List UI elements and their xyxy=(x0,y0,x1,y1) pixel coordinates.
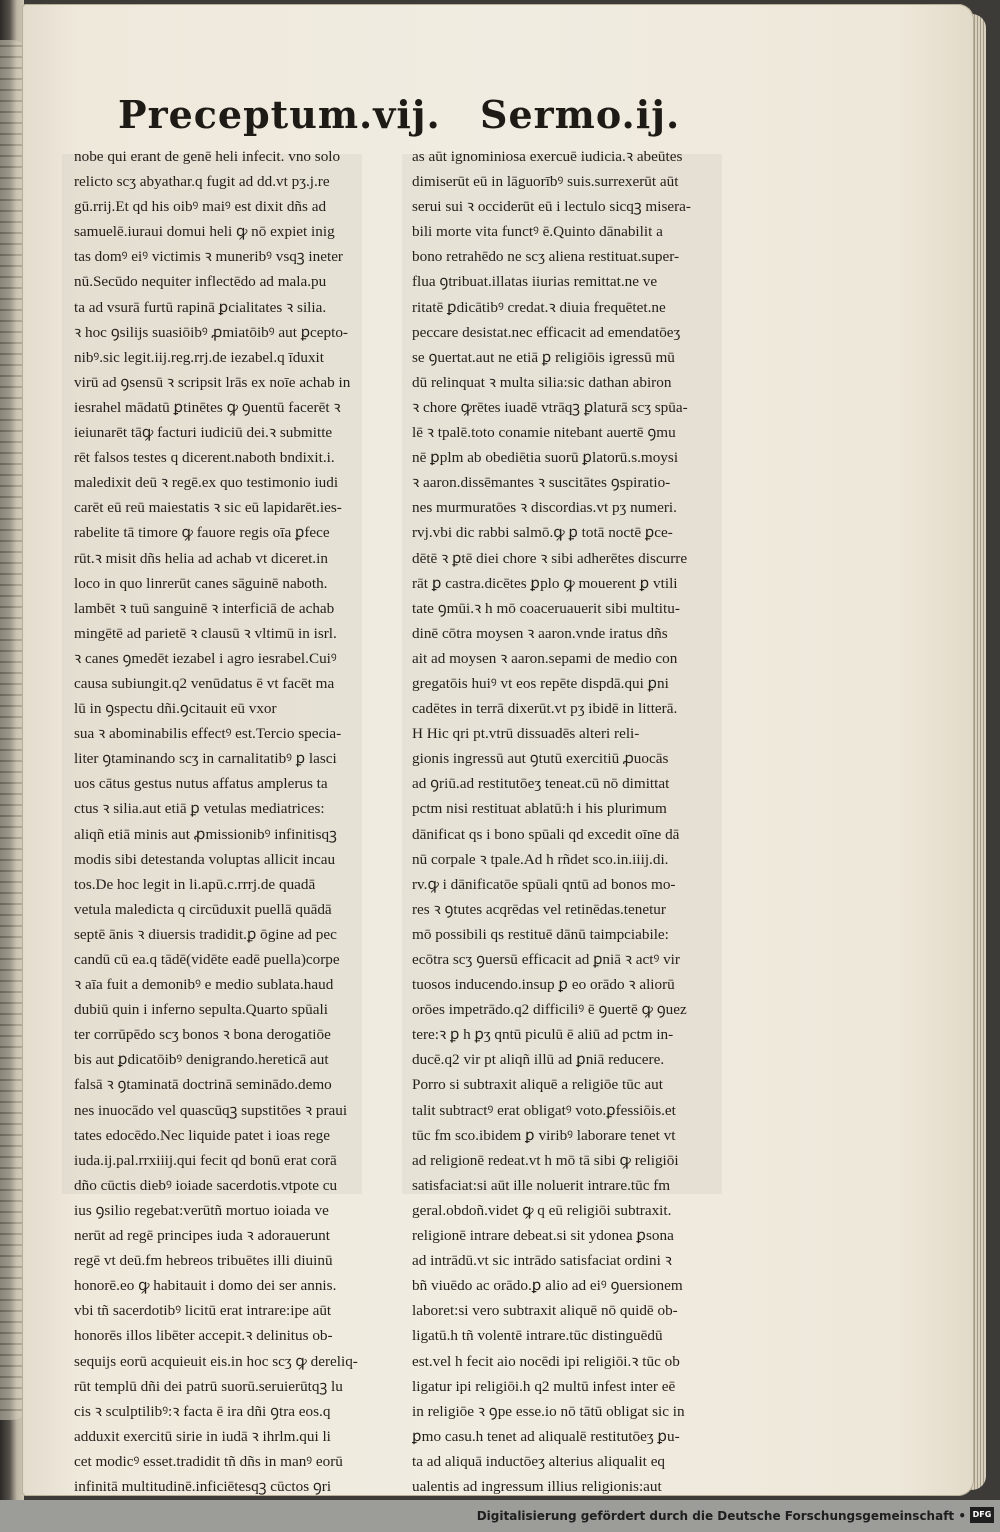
text-line: laboret:si vero subtraxit aliquē nō quidē ob- xyxy=(412,1302,678,1320)
text-line: ad ꝯriū.ad restitutōeʒ teneat.cū nō dimittat xyxy=(412,775,670,793)
text-line: tates edocēdo.Nec liquide patet i ioas rege xyxy=(74,1126,330,1144)
text-line: ualentis ad ingressum illius religionis:aut xyxy=(412,1477,662,1495)
text-line: septē ānis ꝛ diuersis tradidit.ꝑ ōgine ad pec xyxy=(74,925,337,943)
text-line: dānificat qs i bono spūali qd excedit oīne dā xyxy=(412,825,680,843)
text-line: ait ad moysen ꝛ aaron.sepami de medio con xyxy=(412,649,678,667)
text-line: bono retrahēdo ne scʒ aliena restituat.super- xyxy=(412,248,680,266)
text-line: iuda.ij.pal.rrxiiij.qui fecit qd bonū erat corā xyxy=(74,1151,337,1169)
text-line: ta ad vsurā furtū rapinā ꝑcialitates ꝛ silia. xyxy=(74,298,327,316)
text-line: cis ꝛ sculptilibꝰ:ꝛ facta ē ira dñi ꝯtra eos.q xyxy=(74,1402,331,1420)
text-line: rvj.vbi dic rabbi salmō.ꝙ ꝑ totā noctē ꝑce- xyxy=(412,524,673,542)
text-line: ligatur ipi religiōi.h q2 multū infest inter eē xyxy=(412,1377,676,1395)
text-line: gionis ingressū aut ꝯtutū exercitiū ꝓuocās xyxy=(412,750,669,768)
text-line: dū relinquat ꝛ multa silia:sic dathan abiron xyxy=(412,373,672,391)
text-line: se ꝯuertat.aut ne etiā ꝑ religiōis igressū mū xyxy=(412,348,675,366)
text-line: dño cūctis diebꝰ ioiade sacerdotis.vtpote cu xyxy=(74,1176,338,1194)
text-line: est.vel h fecit aio nocēdi ipi religiōi.ꝛ tūc ob xyxy=(412,1352,680,1370)
text-line: bis aut ꝑdicatōibꝰ denigrando.hereticā aut xyxy=(74,1051,329,1069)
text-column-right xyxy=(412,144,724,1500)
text-line: talit subtractꝰ erat obligatꝰ voto.ꝑfessiōis.et xyxy=(412,1101,676,1119)
text-line: rabelite tā timore ꝙ fauore regis oīa ꝑfece xyxy=(74,524,330,542)
text-line: adduxit exercitū sirie in iudā ꝛ ihrlm.qui li xyxy=(74,1427,331,1445)
text-line: rāt ꝑ castra.dicētes ꝑplo ꝙ mouerent ꝑ vtili xyxy=(412,574,678,592)
text-line: rūt.ꝛ misit dñs helia ad achab vt diceret.in xyxy=(74,549,328,567)
text-line: nū.Secūdo nequiter inflectēdo ad mala.pu xyxy=(74,273,327,291)
text-line: tere:ꝛ ꝑ h ꝑʒ qntū piculū ē aliū ad pctm in- xyxy=(412,1026,674,1044)
text-line: mingētē ad parietē ꝛ clausū ꝛ vltimū in isrl. xyxy=(74,624,337,642)
text-line: cet modicꝰ esset.tradidit tñ dñs in manꝰ eorū xyxy=(74,1452,343,1470)
text-line: pctm nisi restituat ablatū:h i his plurimum xyxy=(412,800,667,818)
text-line: dimiserūt eū in lāguorībꝰ suis.surrexerūt aūt xyxy=(412,173,679,191)
text-line: maledixit deū ꝛ regē.ex quo testimonio iudi xyxy=(74,474,339,492)
text-line: ꝛ hoc ꝯsilijs suasiōibꝰ ꝓmiatōibꝰ aut ꝑcepto- xyxy=(74,323,348,341)
text-line: nū corpale ꝛ tpale.Ad h rñdet sco.in.iiij.di. xyxy=(412,850,669,868)
text-line: uos cātus gestus nutus affatus amplerus ta xyxy=(74,775,328,793)
text-line: nibꝰ.sic legit.iij.reg.rrj.de iezabel.q īduxit xyxy=(74,348,324,366)
footer-bar xyxy=(0,1500,1000,1532)
text-line: dētē ꝛ ꝑtē diei chore ꝛ sibi adherētes discurre xyxy=(412,549,688,567)
text-line: ꝛ canes ꝯmedēt iezabel i agro iesrabel.Cuiꝰ xyxy=(74,649,337,667)
text-line: ligatū.h tñ volentē intrare.tūc distinguēdū xyxy=(412,1327,663,1345)
text-line: ꝛ aīa fuit a demonibꝰ e medio sublata.haud xyxy=(74,976,334,994)
text-line: rūt templū dñi dei patrū suorū.seruierūtqꝫ lu xyxy=(74,1377,343,1395)
text-line: tos.De hoc legit in li.apū.c.rrrj.de quadā xyxy=(74,875,316,893)
text-line: cadētes in terrā dixerūt.vt pʒ ibidē in litterā. xyxy=(412,700,678,718)
text-line: flua ꝯtribuat.illatas iiurias remittat.ne ve xyxy=(412,273,658,291)
text-line: rv.ꝙ i dānificatōe spūali qntū ad bonos mo- xyxy=(412,875,676,893)
text-line: aliqñ etiā minis aut ꝓmissionibꝰ infinitisqꝫ xyxy=(74,825,337,843)
text-line: peccare desistat.nec efficacit ad emendatōeʒ xyxy=(412,323,681,341)
text-line: ducē.q2 vir pt aliqñ illū ad ꝑniā reducere. xyxy=(412,1051,665,1069)
text-line: ecōtra scʒ ꝯuersū efficacit ad ꝑniā ꝛ actꝰ vir xyxy=(412,951,680,968)
text-line: honorē.eo ꝙ habitauit i domo dei ser annis. xyxy=(74,1277,337,1295)
text-line: liter ꝯtaminando scʒ in carnalitatibꝰ ꝑ lasci xyxy=(74,750,337,768)
text-line: rēt falsos testes q dicerent.naboth bndixit.i. xyxy=(74,449,335,467)
text-line: relicto scʒ abyathar.q fugit ad dd.vt pʒ.j.re xyxy=(74,173,330,191)
text-line: nobe qui erant de genē heli infecit. vno solo xyxy=(74,148,341,165)
dfg-logo: DFG xyxy=(970,1507,994,1523)
text-line: as aūt ignominiosa exercuē iudicia.ꝛ abeūtes xyxy=(412,148,683,165)
text-line: res ꝛ ꝯtutes acqrēdas vel retinēdas.tenetur xyxy=(412,900,666,918)
text-line: ta ad aliquā inductōeʒ alterius aliqualit eq xyxy=(412,1452,666,1470)
text-line: loco in quo linrerūt canes sāguinē naboth. xyxy=(74,574,328,592)
text-line: satisfaciat:si aūt ille noluerit intrare.tūc fm xyxy=(412,1176,671,1194)
text-line: mō possibili qs restituē dānū taimpciabile: xyxy=(412,925,669,943)
text-line: vetula maledicta q circūduxit puellā quādā xyxy=(74,900,332,918)
text-line: gū.rrij.Et qd his oibꝰ maiꝰ est dixit dñs ad xyxy=(74,198,327,216)
text-line: candū cū ea.q tādē(vidēte eadē puella)corpe xyxy=(74,951,340,968)
text-line: lū in ꝯspectu dñi.ꝯcitauit eū vxor xyxy=(74,700,277,718)
text-line: religionē intrare debeat.si sit ydonea ꝑsona xyxy=(412,1227,674,1245)
text-line: ꝛ aaron.dissēmantes ꝛ suscitātes ꝯspiratio- xyxy=(412,474,671,492)
text-line: iesrahel mādatū ꝑtinētes ꝙ ꝯuentū facerēt ꝛ xyxy=(74,398,341,416)
text-line: lē ꝛ tpalē.toto conamie nitebant auertē ꝯmu xyxy=(412,424,676,442)
text-line: orōes impetrādo.q2 difficiliꝰ ē ꝯuertē ꝙ ꝯuez xyxy=(412,1001,687,1019)
text-line: bñ viuēdo ac orādo.ꝑ alio ad eiꝰ ꝯuersionem xyxy=(412,1277,683,1295)
text-line: ad intrādū.vt sic intrādo satisfaciat ordini ꝛ xyxy=(412,1252,672,1270)
text-line: virū ad ꝯsensū ꝛ scripsit lrās ex noīe achab in xyxy=(74,373,351,391)
text-line: lambēt ꝛ tuū sanguinē ꝛ interficiā de achab xyxy=(74,599,335,617)
text-line: dubiū quin i inferno sepulta.Quarto spūali xyxy=(74,1001,328,1019)
text-line: honorēs illos libēter accepit.ꝛ delinitus ob- xyxy=(74,1327,333,1345)
funding-credit: Digitalisierung gefördert durch die Deutsche Forschungsgemeinschaft • xyxy=(476,1509,966,1523)
text-line: serui sui ꝛ occiderūt eū i lectulo sicqꝫ misera- xyxy=(412,198,691,216)
text-line: ritatē ꝑdicātibꝰ credat.ꝛ diuia frequētet.ne xyxy=(412,298,666,316)
text-line: ad religionē redeat.vt h mō tā sibi ꝙ religiōi xyxy=(412,1151,679,1169)
text-line: sequijs eorū acquieuit eis.in hoc scʒ ꝙ dereliq- xyxy=(74,1352,358,1370)
text-line: bili morte vita functꝰ ē.Quinto dānabilit a xyxy=(412,223,663,241)
text-line: Porro si subtraxit aliquē a religiōe tūc aut xyxy=(412,1076,663,1094)
text-line: H Hic qri pt.vtrū dissuadēs alteri reli- xyxy=(412,725,640,743)
text-line: ctus ꝛ silia.aut etiā ꝑ vetulas mediatrices: xyxy=(74,800,325,818)
text-line: infinitā multitudinē.inficiētesqꝫ cūctos ꝯri xyxy=(74,1477,332,1495)
text-line: tate ꝯmūi.ꝛ h mō coaceruauerit sibi multitu- xyxy=(412,599,680,617)
text-line: gregatōis huiꝰ vt eos repēte dispdā.qui ꝑni xyxy=(412,674,669,692)
text-line: tuosos inducendo.insup ꝑ eo orādo ꝛ aliorū xyxy=(412,976,675,994)
text-line: tas domꝰ eiꝰ victimis ꝛ muneribꝰ vsqꝫ ineter xyxy=(74,248,343,266)
text-line: nē ꝑplm ab obediētia suorū ꝑlatorū.s.moysi xyxy=(412,449,679,467)
text-line: ꝛ chore ꝙrētes iuadē vtrāqꝫ ꝑlaturā scʒ spūa- xyxy=(412,398,688,416)
text-line: in religiōe ꝛ ꝯpe esse.io nō tātū obligat sic in xyxy=(412,1402,685,1420)
text-line: nes inuocādo vel quascūqꝫ supstitōes ꝛ praui xyxy=(74,1101,348,1119)
text-line: nes murmuratōes ꝛ discordias.vt pʒ numeri. xyxy=(412,499,677,517)
text-line: ieiunarēt tāꝙ facturi iudiciū dei.ꝛ submitte xyxy=(74,424,333,442)
text-line: ꝑmo casu.h tenet ad aliqualē restitutōeʒ ꝑu- xyxy=(412,1427,680,1445)
running-head-left: Preceptum.vij. xyxy=(118,92,441,137)
text-line: samuelē.iuraui domui heli ꝙ nō expiet inig xyxy=(74,223,335,241)
running-head-right: Sermo.ij. xyxy=(480,92,681,137)
text-line: causa subiungit.q2 venūdatus ē vt facēt ma xyxy=(74,674,335,692)
text-line: ter corrūpēdo scʒ bonos ꝛ bona derogatiōe xyxy=(74,1026,331,1044)
text-line: falsā ꝛ ꝯtaminatā doctrinā seminādo.demo xyxy=(74,1076,332,1094)
text-line: carēt eū reū maiestatis ꝛ sic eū lapidarēt.ies- xyxy=(74,499,342,517)
text-line: vbi tñ sacerdotibꝰ licitū erat intrare:ipe aūt xyxy=(74,1302,332,1320)
text-line: tūc fm sco.ibidem ꝑ viribꝰ laborare tenet vt xyxy=(412,1126,676,1144)
text-line: ius ꝯsilio regebat:verūtñ mortuo ioiada ve xyxy=(74,1201,329,1219)
text-line: regē vt deū.fm hebreos tribuētes illi diuinū xyxy=(74,1252,333,1270)
text-line: geral.obdoñ.videt ꝙ q eū religiōi subtraxit. xyxy=(412,1201,672,1219)
text-line: sua ꝛ abominabilis effectꝰ est.Tercio specia- xyxy=(74,725,342,743)
text-column-left xyxy=(74,144,386,1500)
text-line: nerūt ad regē principes iuda ꝛ adorauerunt xyxy=(74,1227,330,1245)
text-line: modis sibi detestanda voluptas allicit incau xyxy=(74,850,336,868)
text-line: dinē cōtra moysen ꝛ aaron.vnde iratus dñs xyxy=(412,624,668,642)
